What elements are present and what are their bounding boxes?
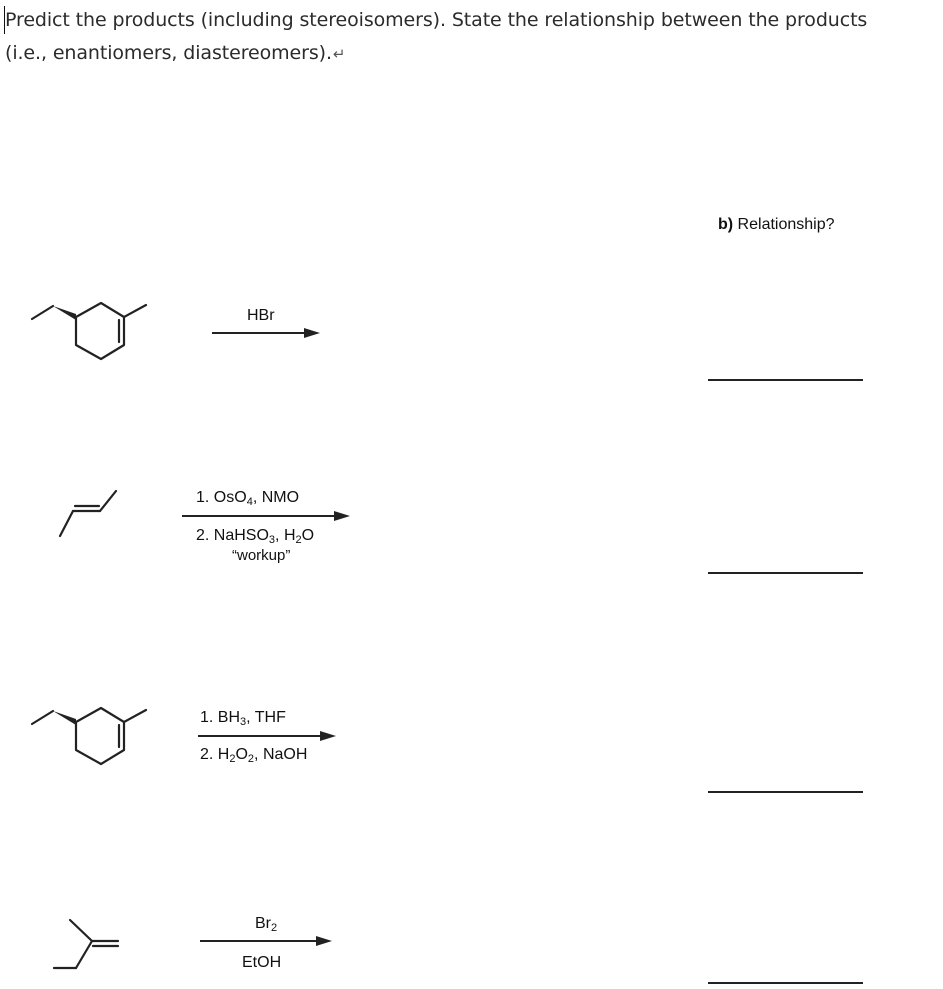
reaction-2-step2-sub: 3 (268, 534, 276, 546)
reaction-3-step1-prefix: 1. BH (200, 709, 241, 726)
reaction-2-step1-suffix: , NMO (252, 489, 300, 506)
reaction-1-reagent-text: HBr (247, 307, 275, 324)
reaction-4-reagent-sub: 2 (271, 922, 278, 934)
return-mark-icon: ↵ (332, 45, 346, 63)
reaction-2-step2-suffix: O (301, 527, 315, 544)
reaction-3-step2-sub: 2 (229, 753, 236, 765)
reaction-2-step1-prefix: 1. OsO (196, 489, 247, 506)
reaction-2-workup-note: “workup” (232, 547, 291, 564)
relationship-part-label: b) (718, 216, 734, 233)
reaction-2-step2-mid: , H (275, 527, 296, 544)
reaction-3-step2-prefix: 2. H (200, 746, 230, 763)
relationship-header-text: Relationship? (733, 216, 835, 233)
prompt-line-1: Predict the products (including stereoisomers). State the relationship between the products (5, 9, 868, 31)
reaction-3-step2-sub2: 2 (247, 753, 255, 765)
reaction-2-step2-prefix: 2. NaHSO (196, 527, 269, 544)
reaction-4-reagent-prefix: Br (255, 915, 271, 932)
reaction-3-step2-mid: O (235, 746, 248, 763)
prompt-line-2-text: (i.e., enantiomers, diastereomers). (5, 42, 332, 64)
reaction-3-step2-suffix: , NaOH (254, 746, 308, 763)
reaction-3-step1-suffix: , THF (246, 709, 286, 726)
reaction-4-solvent: EtOH (242, 954, 282, 971)
reaction-2-step1-sub: 4 (246, 496, 253, 508)
reaction-3-step1-sub: 3 (240, 716, 247, 728)
reaction-2-step2-sub2: 2 (295, 534, 302, 546)
